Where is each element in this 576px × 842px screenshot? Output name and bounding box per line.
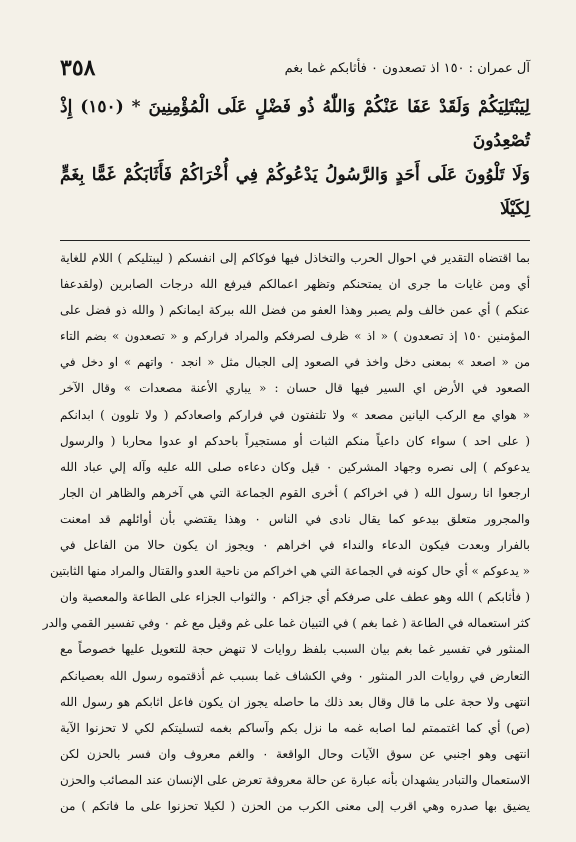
separator-rule: [60, 240, 530, 241]
commentary-line: التعارض في روايات الدر المنثور ٠ وفي الكشاف غما بسبب غم أذقتموه رسول الله بعصيانكم: [60, 668, 530, 683]
book-page: [42, 55, 531, 819]
commentary-line: « يدعوكم » أي حال كونه في الجماعة التي هي اخراكم من ناحية العدو والقتال والمراد منها الثابتين: [49, 564, 530, 579]
commentary-line: بالفرار وبعدت فيكون الدعاء والنداء في اخراهم ٠ ويجوز ان يكون حالا من الفاعل في: [60, 538, 530, 553]
commentary-line: من « اصعد » بمعنى دخل واخذ في الصعود إلى الجبال مثل « انجد ٠ واتهم » او دخل في: [60, 355, 530, 370]
commentary-line: ( على احد ) سواء كان داعياً منكم الثبات أو مستجيراً باحدكم او عدوا محاربا ( والرسول: [60, 433, 530, 448]
commentary-line: عنكم ) أي عمن خالف ولم يصبر وهذا العفو من فضل الله ببركة ايمانكم ( والله ذو فضل على: [60, 303, 530, 318]
page-header: [60, 56, 530, 80]
commentary-line: (ص) أي كما اغتممتم لما اصابه غمه ما نزل بكم وآساكم بغمه لتسليتكم لكي لا تحزنوا الآية: [60, 720, 530, 735]
commentary-line: انتهى ولا حجة على ما قال وقال بعد ذلك ما حاصله يجوز ان يكون فاعل اثابكم هو رسول الله: [60, 694, 530, 709]
commentary-line: انتهى وهو اجنبي عن سوق الآيات وحال الواقعة ٠ والغم معروف وان فسر بالحزن لكن: [60, 746, 530, 761]
commentary-line: بما اقتضاه التقدير في احوال الحرب والتخاذل فيها فوكاكم إلى انفسكم ( ليبتليكم ) اللام للغاية: [60, 251, 530, 265]
commentary-line: أي ومن غايات ما جرى ان يمتحنكم وتظهر اعمالكم فيرفع الله درجات الصابرين (ولقدعفا: [60, 277, 530, 292]
page-number: ٣٥٨: [60, 55, 96, 81]
running-title: آل عمران : ١٥٠ اذ تصعدون ٠ فأثابكم غما بغم: [284, 60, 530, 76]
commentary-line: يدعوكم ) إلى نصره وجهاد المشركين ٠ قيل وكان دعاءه صلى الله عليه وآله إلي عباد الله: [60, 459, 530, 474]
commentary-line: الاستعمال والتبادر يشهدان بأنه عبارة عن حالة معروفة تعرض على الإنسان عند المصائب والحزن: [60, 772, 530, 787]
commentary-line: « هواي مع الركب اليانين مصعد » ولا تلتفتون في فراركم واصعادكم ( ولا تلوون ) ابدانكم: [60, 407, 530, 422]
commentary-line: والمجرور متعلق بيدعو كما يقال نادى في الناس ٠ وهذا يقتضي بأن أوائلهم قد امعنت: [60, 511, 531, 526]
commentary-line: كثر استعماله في الطاعة ( غما بغم ) في التبيان غما على غم وقيل مع غم ٠ وفي تفسير القمي والدر: [42, 616, 530, 631]
quran-line: وَلَا تَلْوُونَ عَلَى أَحَدٍ وَالرَّسُولُ يَدْعُوكُمْ فِي أُخْرَاكُمْ فَأَثَابَكُمْ غَمًّا بِغَمٍّ لِكَيْلَا: [60, 165, 530, 219]
commentary-line: ( فأثابكم ) الله وهو عطف على صرفكم أي جزاكم ٠ والثواب الجزاء على الطاعة والمعصية وان: [60, 590, 530, 605]
quran-line: لِيَبْتَلِيَكُمْ وَلَقَدْ عَفَا عَنْكُمْ وَاللّٰهُ ذُو فَضْلٍ عَلَى الْمُؤْمِنِينَ * (١٥٠) إِذْ تُصْعِدُونَ: [60, 97, 530, 151]
commentary-line: المؤمنين ١٥٠ إذ تصعدون ) « اذ » ظرف لصرفكم والمراد فراركم و « تصعدون » بضم التاء: [60, 329, 530, 344]
commentary-block: [42, 245, 531, 819]
commentary-line: الصعود في الأرض اي السير فيها قال حسان : « يباري الأعنة مصعدات » وقال الآخر: [60, 381, 530, 396]
commentary-line: المنثور في تفسير غما بغم بيان السبب بلفظ روايات لا تنهض حجة للتعويل عليها خصوصاً مع: [60, 642, 530, 657]
commentary-line: يضيق بها صدره وهي اقرب إلى معنى الكرب من الحزن ( لكيلا تحزنوا على ما فاتكم ) من: [60, 798, 530, 813]
commentary-line: ارجعوا انا رسول الله ( في اخراكم ) أخرى القوم الجماعة التي هي آخرهم والظاهر ان الجار: [60, 485, 530, 500]
quran-verse-block: [60, 90, 530, 226]
